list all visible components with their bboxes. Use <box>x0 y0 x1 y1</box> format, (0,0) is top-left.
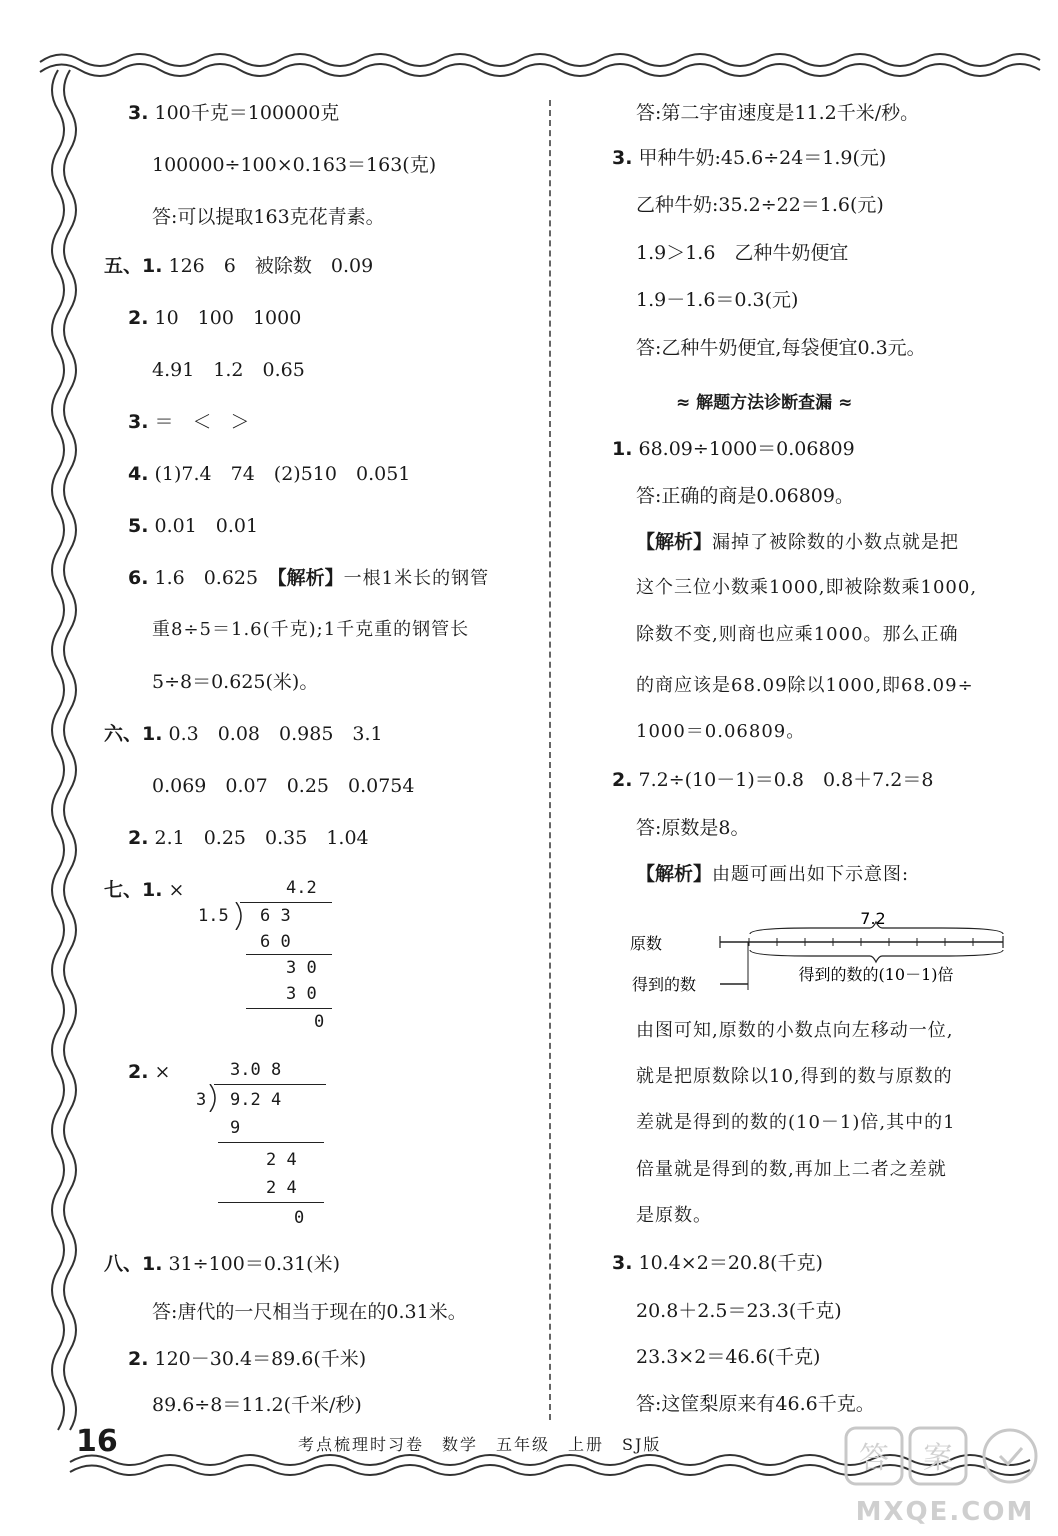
long-division-1 <box>190 878 340 1038</box>
step-value: 2 4 <box>266 1178 297 1198</box>
answer-text: 100千克＝100000克 <box>154 102 340 124</box>
answer-line <box>128 461 410 487</box>
page-number: 16 <box>76 1424 118 1459</box>
site-watermark-logo <box>840 1420 1050 1532</box>
segment-diagram <box>630 900 1020 1000</box>
answer-text: 2.1 0.25 0.35 1.04 <box>154 827 369 849</box>
long-division-2 <box>190 1060 340 1230</box>
svg-text:答: 答 <box>859 1441 889 1476</box>
question-number: 6. <box>128 567 149 589</box>
quotient: 3.0 8 <box>230 1060 282 1080</box>
question-number: 3. <box>612 1252 633 1274</box>
answer-text: 甲种牛奶:45.6÷24＝1.9(元) <box>638 147 887 169</box>
answer-text: 31÷100＝0.31(米) <box>168 1253 340 1275</box>
answer-line <box>104 253 373 279</box>
analysis-line: 由图可知,原数的小数点向左移动一位, <box>636 1020 954 1041</box>
question-number: 3. <box>128 102 149 124</box>
answer-text: 0.3 0.08 0.985 3.1 <box>168 723 383 745</box>
top-brace <box>750 922 1003 934</box>
question-number: 2. <box>128 1348 149 1370</box>
analysis-line: 就是把原数除以10,得到的数与原数的 <box>636 1066 953 1087</box>
answer-line: 1.9＞1.6 乙种牛奶便宜 <box>636 242 849 264</box>
answer-line <box>128 565 489 592</box>
answer-line <box>612 767 933 793</box>
answer-text: 1.6 0.625 <box>154 567 278 589</box>
answer-line <box>612 145 886 171</box>
analysis-line: 除数不变,则商也应乘1000。那么正确 <box>636 624 959 645</box>
analysis-text: 由题可画出如下示意图: <box>712 864 910 885</box>
answer-text: 10 100 1000 <box>154 307 302 329</box>
answer-text: 7.2÷(10－1)＝0.8 0.8＋7.2＝8 <box>638 769 934 791</box>
answer-line: 23.3×2＝46.6(千克) <box>636 1346 821 1368</box>
answer-line: 答:第二宇宙速度是11.2千米/秒。 <box>636 102 920 124</box>
answer-line: 4.91 1.2 0.65 <box>152 359 305 381</box>
diagram-total-value: 7.2 <box>860 909 886 928</box>
question-number: 2. <box>128 307 149 329</box>
answer-text: 0.01 0.01 <box>154 515 259 537</box>
analysis-text: 一根1米长的钢管 <box>343 568 490 589</box>
answer-text: 10.4×2＝20.8(千克) <box>638 1252 823 1274</box>
answer-line <box>128 305 301 331</box>
division-bracket-icon <box>234 902 248 930</box>
analysis-text: 漏掉了被除数的小数点就是把 <box>712 532 960 553</box>
question-number: 5. <box>128 515 149 537</box>
bottom-brace <box>750 950 1003 962</box>
book-footer: 考点梳理时习卷 数学 五年级 上册 SJ版 <box>298 1435 662 1454</box>
dividend: 6 3 <box>260 906 291 926</box>
svg-text:案: 案 <box>923 1441 953 1476</box>
answer-line <box>128 1059 170 1085</box>
answer-line: 20.8＋2.5＝23.3(千克) <box>636 1300 842 1322</box>
question-number: 1. <box>612 438 633 460</box>
analysis-tag: 【解析】 <box>636 863 713 885</box>
dividend: 9.2 4 <box>230 1090 282 1110</box>
answer-line: 1.9－1.6＝0.3(元) <box>636 289 799 311</box>
question-number: 3. <box>612 147 633 169</box>
answer-line <box>612 436 855 462</box>
analysis-line: 1000＝0.06809。 <box>636 721 806 742</box>
answer-line: 5÷8＝0.625(米)。 <box>152 671 319 693</box>
answer-text: × <box>168 879 185 901</box>
diagram-label-result: 得到的数 <box>632 975 697 994</box>
answer-line: 答:乙种牛奶便宜,每袋便宜0.3元。 <box>636 337 926 359</box>
quotient: 4.2 <box>286 878 317 898</box>
question-number: 2. <box>128 1061 149 1083</box>
answer-line: 答:正确的商是0.06809。 <box>636 485 854 507</box>
step-value: 9 <box>230 1118 241 1138</box>
question-number: 2. <box>612 769 633 791</box>
answer-line: 答:可以提取163克花青素。 <box>152 206 385 228</box>
answer-line: 答:唐代的一尺相当于现在的0.31米。 <box>152 1301 467 1323</box>
analysis-line <box>636 861 909 888</box>
answer-line <box>128 100 339 126</box>
answer-line <box>128 409 250 435</box>
answer-line <box>128 1346 366 1372</box>
answer-line: 答:这筐梨原来有46.6千克。 <box>636 1393 875 1415</box>
analysis-line: 倍量就是得到的数,再加上二者之差就 <box>636 1159 947 1180</box>
question-number: 4. <box>128 463 149 485</box>
analysis-tag: 【解析】 <box>636 531 713 553</box>
answer-text: × <box>154 1061 171 1083</box>
remainder: 0 <box>294 1208 305 1228</box>
divisor: 1.5 <box>198 906 229 926</box>
analysis-line: 是原数。 <box>636 1205 712 1226</box>
answer-line <box>612 1250 823 1276</box>
analysis-line: 差就是得到的数的(10－1)倍,其中的1 <box>636 1112 956 1133</box>
analysis-line: 这个三位小数乘1000,即被除数乘1000, <box>636 577 978 598</box>
answer-text: 126 6 被除数 0.09 <box>168 255 374 277</box>
remainder: 0 <box>314 1012 325 1032</box>
answer-line: 100000÷100×0.163＝163(克) <box>152 154 437 176</box>
answer-text: 120－30.4＝89.6(千米) <box>154 1348 367 1370</box>
diagram-label-original: 原数 <box>630 934 663 953</box>
answer-line: 89.6÷8＝11.2(千米/秒) <box>152 1394 362 1416</box>
answer-line <box>104 721 383 747</box>
answer-line <box>128 825 369 851</box>
svg-text:MXQE.COM: MXQE.COM <box>855 1497 1035 1527</box>
answer-text: (1)7.4 74 (2)510 0.051 <box>154 463 411 485</box>
answer-text: ＝ ＜ ＞ <box>154 411 250 433</box>
division-bracket-icon <box>208 1084 222 1112</box>
analysis-tag: 【解析】 <box>277 567 344 589</box>
answer-line: 答:原数是8。 <box>636 817 750 839</box>
analysis-line: 重8÷5＝1.6(千克);1千克重的钢管长 <box>152 619 470 640</box>
question-number: 七、1. <box>104 879 163 901</box>
answer-line <box>104 1251 340 1277</box>
answer-line: 乙种牛奶:35.2÷22＝1.6(元) <box>636 194 884 216</box>
question-number: 六、1. <box>104 723 163 745</box>
answer-line: 0.069 0.07 0.25 0.0754 <box>152 775 415 797</box>
question-number: 2. <box>128 827 149 849</box>
answer-text: 68.09÷1000＝0.06809 <box>638 438 855 460</box>
answer-line <box>104 877 184 903</box>
section-heading: ≈ 解题方法诊断查漏 ≈ <box>676 393 853 413</box>
step-value: 6 0 <box>260 932 291 952</box>
question-number: 3. <box>128 411 149 433</box>
step-value: 3 0 <box>286 984 317 1004</box>
analysis-line: 的商应该是68.09除以1000,即68.09÷ <box>636 675 974 696</box>
analysis-line <box>636 529 959 556</box>
diagram-brace-label: 得到的数的(10－1)倍 <box>798 965 954 984</box>
answer-line <box>128 513 258 539</box>
step-value: 2 4 <box>266 1150 297 1170</box>
question-number: 五、1. <box>104 255 163 277</box>
divisor: 3 <box>196 1090 207 1110</box>
step-value: 3 0 <box>286 958 317 978</box>
question-number: 八、1. <box>104 1253 163 1275</box>
column-divider <box>549 100 551 1420</box>
